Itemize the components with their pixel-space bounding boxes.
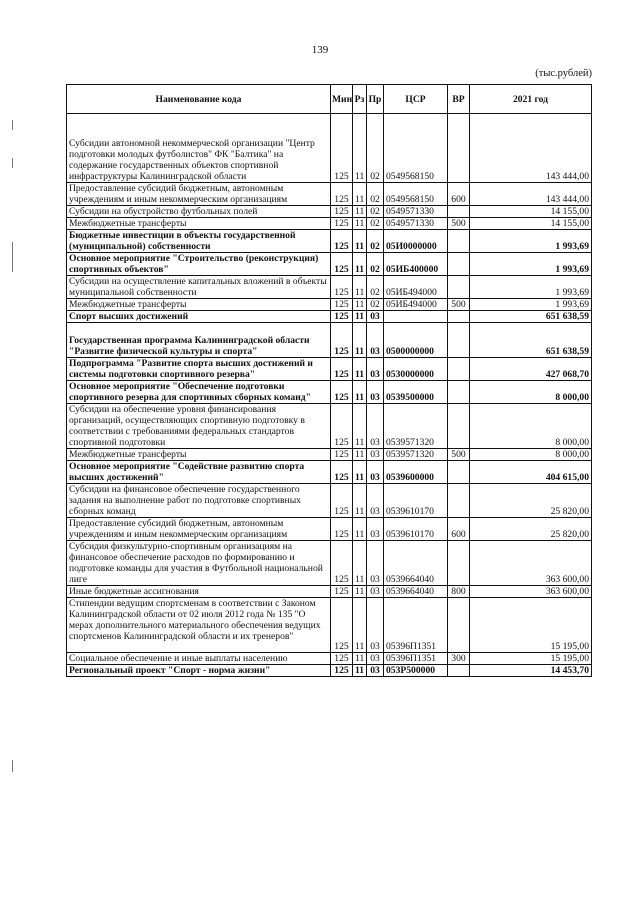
- table-row: [67, 541, 592, 586]
- cell-vr: 300: [448, 653, 470, 665]
- table-row: [67, 299, 592, 311]
- cell-min: 125: [331, 206, 353, 218]
- cell-name: Субсидии на обеспечение уровня финансирования организаций, осуществляющих спортивную подготовку в соответствии с требованиями федеральных стандартов спортивной подготовки: [67, 404, 331, 449]
- cell-pr: 02: [367, 114, 384, 183]
- cell-amount: 15 195,00: [470, 598, 592, 653]
- cell-rz: 11: [353, 653, 367, 665]
- table-row: [67, 183, 592, 206]
- cell-pr: 03: [367, 381, 384, 404]
- cell-min: 125: [331, 381, 353, 404]
- cell-rz: 11: [353, 381, 367, 404]
- margin-mark: [12, 158, 13, 168]
- cell-csr: 0549571330: [384, 218, 448, 230]
- table-row: [67, 358, 592, 381]
- cell-amount: 15 195,00: [470, 653, 592, 665]
- table-row: [67, 206, 592, 218]
- cell-vr: [448, 598, 470, 653]
- cell-min: 125: [331, 183, 353, 206]
- cell-csr: 0549568150: [384, 114, 448, 183]
- cell-name: Бюджетные инвестиции в объекты государственной (муниципальной) собственности: [67, 230, 331, 253]
- cell-rz: 11: [353, 276, 367, 299]
- cell-name: Субсидии автономной некоммерческой организации "Центр подготовки молодых футболистов" ФК "Балтика" на содержание государственных объектов спортивной инфраструктуры Калининградской области: [67, 114, 331, 183]
- cell-pr: 03: [367, 665, 384, 677]
- cell-min: 125: [331, 253, 353, 276]
- cell-csr: 05И0000000: [384, 230, 448, 253]
- cell-pr: 02: [367, 218, 384, 230]
- cell-name: Межбюджетные трансферты: [67, 218, 331, 230]
- cell-pr: 02: [367, 276, 384, 299]
- cell-vr: [448, 253, 470, 276]
- cell-min: 125: [331, 358, 353, 381]
- cell-rz: 11: [353, 358, 367, 381]
- cell-min: 125: [331, 311, 353, 323]
- table-row: [67, 276, 592, 299]
- header-rz: Рз: [353, 85, 367, 114]
- cell-name: Субсидии на финансовое обеспечение государственного задания на выполнение работ по подготовке спортивных сборных команд: [67, 484, 331, 518]
- cell-name: Подпрограмма "Развитие спорта высших достижений и системы подготовки спортивного резерва": [67, 358, 331, 381]
- cell-rz: 11: [353, 183, 367, 206]
- cell-amount: 363 600,00: [470, 541, 592, 586]
- cell-name: Региональный проект "Спорт - норма жизни": [67, 665, 331, 677]
- page-number: 139: [311, 44, 329, 56]
- cell-min: 125: [331, 323, 353, 358]
- cell-name: Субсидии на обустройство футбольных полей: [67, 206, 331, 218]
- table-row: [67, 230, 592, 253]
- table-row: [67, 461, 592, 484]
- cell-name: Социальное обеспечение и иные выплаты населению: [67, 653, 331, 665]
- cell-pr: 03: [367, 586, 384, 598]
- cell-pr: 02: [367, 299, 384, 311]
- cell-csr: 05ИБ494000: [384, 276, 448, 299]
- cell-vr: 500: [448, 299, 470, 311]
- cell-rz: 11: [353, 484, 367, 518]
- cell-amount: 8 000,00: [470, 404, 592, 449]
- cell-rz: 11: [353, 253, 367, 276]
- cell-pr: 03: [367, 518, 384, 541]
- cell-amount: 404 615,00: [470, 461, 592, 484]
- margin-mark: [12, 242, 13, 272]
- table-row: [67, 484, 592, 518]
- table-row: [67, 653, 592, 665]
- cell-vr: 500: [448, 218, 470, 230]
- table-row: [67, 218, 592, 230]
- table-row: [67, 449, 592, 461]
- cell-csr: 05ИБ494000: [384, 299, 448, 311]
- cell-vr: 800: [448, 586, 470, 598]
- cell-pr: 03: [367, 598, 384, 653]
- cell-amount: 1 993,69: [470, 299, 592, 311]
- cell-rz: 11: [353, 323, 367, 358]
- table-row: [67, 665, 592, 677]
- header-csr: ЦСР: [384, 85, 448, 114]
- budget-table: [66, 84, 592, 677]
- header-name: Наименование кода: [67, 85, 331, 114]
- cell-amount: 651 638,59: [470, 311, 592, 323]
- cell-min: 125: [331, 230, 353, 253]
- cell-min: 125: [331, 114, 353, 183]
- cell-min: 125: [331, 276, 353, 299]
- cell-pr: 03: [367, 541, 384, 586]
- table-body: [67, 114, 592, 677]
- cell-min: 125: [331, 653, 353, 665]
- cell-amount: 14 155,00: [470, 218, 592, 230]
- cell-rz: 11: [353, 299, 367, 311]
- cell-rz: 11: [353, 541, 367, 586]
- cell-csr: 0539571320: [384, 449, 448, 461]
- cell-csr: 0539571320: [384, 404, 448, 449]
- cell-min: 125: [331, 449, 353, 461]
- header-year: 2021 год: [470, 85, 592, 114]
- table-row: [67, 586, 592, 598]
- cell-vr: [448, 381, 470, 404]
- header-row: [67, 85, 592, 114]
- cell-vr: [448, 665, 470, 677]
- cell-csr: 0539664040: [384, 541, 448, 586]
- table-row: [67, 381, 592, 404]
- cell-csr: 0549568150: [384, 183, 448, 206]
- cell-min: 125: [331, 541, 353, 586]
- header-min: Мин: [331, 85, 353, 114]
- cell-amount: 363 600,00: [470, 586, 592, 598]
- cell-rz: 11: [353, 598, 367, 653]
- cell-vr: 600: [448, 518, 470, 541]
- cell-name: Основное мероприятие "Обеспечение подготовки спортивного резерва для спортивных сборных команд": [67, 381, 331, 404]
- table-row: [67, 311, 592, 323]
- cell-name: Иные бюджетные ассигнования: [67, 586, 331, 598]
- cell-csr: 0539600000: [384, 461, 448, 484]
- cell-pr: 03: [367, 404, 384, 449]
- cell-rz: 11: [353, 665, 367, 677]
- cell-vr: 500: [448, 449, 470, 461]
- table-row: [67, 404, 592, 449]
- cell-min: 125: [331, 218, 353, 230]
- header-pr: Пр: [367, 85, 384, 114]
- cell-rz: 11: [353, 311, 367, 323]
- cell-vr: [448, 230, 470, 253]
- cell-rz: 11: [353, 230, 367, 253]
- cell-csr: 05396П1351: [384, 598, 448, 653]
- header-vr: ВР: [448, 85, 470, 114]
- cell-name: Предоставление субсидий бюджетным, автономным учреждениям и иным некоммерческим организациям: [67, 518, 331, 541]
- cell-amount: 25 820,00: [470, 484, 592, 518]
- cell-min: 125: [331, 299, 353, 311]
- cell-pr: 03: [367, 311, 384, 323]
- cell-amount: 1 993,69: [470, 276, 592, 299]
- cell-name: Субсидии на осуществление капитальных вложений в объекты муниципальной собственности: [67, 276, 331, 299]
- table-row: [67, 598, 592, 653]
- cell-vr: [448, 311, 470, 323]
- cell-rz: 11: [353, 461, 367, 484]
- cell-min: 125: [331, 484, 353, 518]
- cell-amount: 427 068,70: [470, 358, 592, 381]
- cell-amount: 25 820,00: [470, 518, 592, 541]
- margin-mark: [12, 760, 13, 772]
- cell-pr: 03: [367, 449, 384, 461]
- cell-vr: [448, 484, 470, 518]
- cell-name: Стипендии ведущим спортсменам в соответствии с Законом Калининградской области от 02 июля 2012 года № 135 "О мерах дополнительного материального обеспечения ведущих спортсменов Калининградской области и их тренеров": [67, 598, 331, 653]
- cell-pr: 02: [367, 206, 384, 218]
- table-row: [67, 518, 592, 541]
- cell-rz: 11: [353, 586, 367, 598]
- cell-amount: 1 993,69: [470, 253, 592, 276]
- cell-csr: 053P500000: [384, 665, 448, 677]
- cell-pr: 02: [367, 183, 384, 206]
- cell-csr: [384, 311, 448, 323]
- cell-name: Межбюджетные трансферты: [67, 299, 331, 311]
- table-row: [67, 253, 592, 276]
- cell-csr: 0500000000: [384, 323, 448, 358]
- cell-csr: 0539500000: [384, 381, 448, 404]
- cell-rz: 11: [353, 218, 367, 230]
- cell-csr: 0539664040: [384, 586, 448, 598]
- cell-vr: [448, 541, 470, 586]
- cell-rz: 11: [353, 518, 367, 541]
- cell-pr: 03: [367, 653, 384, 665]
- cell-min: 125: [331, 461, 353, 484]
- cell-pr: 03: [367, 358, 384, 381]
- table-row: [67, 114, 592, 183]
- cell-pr: 03: [367, 461, 384, 484]
- cell-csr: 0539610170: [384, 484, 448, 518]
- cell-amount: 14 453,70: [470, 665, 592, 677]
- units-label: (тыс.рублей): [535, 68, 592, 79]
- cell-name: Межбюджетные трансферты: [67, 449, 331, 461]
- margin-mark: [12, 120, 13, 130]
- cell-amount: 143 444,00: [470, 114, 592, 183]
- cell-min: 125: [331, 598, 353, 653]
- cell-vr: [448, 323, 470, 358]
- cell-vr: [448, 206, 470, 218]
- cell-amount: 8 000,00: [470, 381, 592, 404]
- cell-rz: 11: [353, 114, 367, 183]
- cell-name: Спорт высших достижений: [67, 311, 331, 323]
- cell-amount: 8 000,00: [470, 449, 592, 461]
- cell-csr: 0539610170: [384, 518, 448, 541]
- cell-min: 125: [331, 518, 353, 541]
- cell-rz: 11: [353, 206, 367, 218]
- table-row: [67, 323, 592, 358]
- cell-csr: 05396П1351: [384, 653, 448, 665]
- cell-amount: 143 444,00: [470, 183, 592, 206]
- cell-vr: [448, 276, 470, 299]
- cell-vr: [448, 114, 470, 183]
- cell-rz: 11: [353, 449, 367, 461]
- cell-csr: 0530000000: [384, 358, 448, 381]
- cell-csr: 0549571330: [384, 206, 448, 218]
- cell-vr: [448, 404, 470, 449]
- cell-min: 125: [331, 586, 353, 598]
- cell-csr: 05ИБ400000: [384, 253, 448, 276]
- cell-min: 125: [331, 404, 353, 449]
- cell-min: 125: [331, 665, 353, 677]
- cell-amount: 1 993,69: [470, 230, 592, 253]
- cell-pr: 02: [367, 253, 384, 276]
- cell-vr: [448, 358, 470, 381]
- cell-amount: 651 638,59: [470, 323, 592, 358]
- cell-name: Государственная программа Калининградской области "Развитие физической культуры и спорта": [67, 323, 331, 358]
- cell-rz: 11: [353, 404, 367, 449]
- cell-pr: 03: [367, 323, 384, 358]
- cell-vr: 600: [448, 183, 470, 206]
- cell-name: Предоставление субсидий бюджетным, автономным учреждениям и иным некоммерческим организациям: [67, 183, 331, 206]
- cell-name: Основное мероприятие "Строительство (реконструкция) спортивных объектов": [67, 253, 331, 276]
- cell-vr: [448, 461, 470, 484]
- cell-pr: 02: [367, 230, 384, 253]
- cell-amount: 14 155,00: [470, 206, 592, 218]
- cell-name: Основное мероприятие "Содействие развитию спорта высших достижений": [67, 461, 331, 484]
- cell-name: Субсидия физкультурно-спортивным организациям на финансовое обеспечение расходов по формированию и подготовке команды для участия в Футбольной национальной лиге: [67, 541, 331, 586]
- cell-pr: 03: [367, 484, 384, 518]
